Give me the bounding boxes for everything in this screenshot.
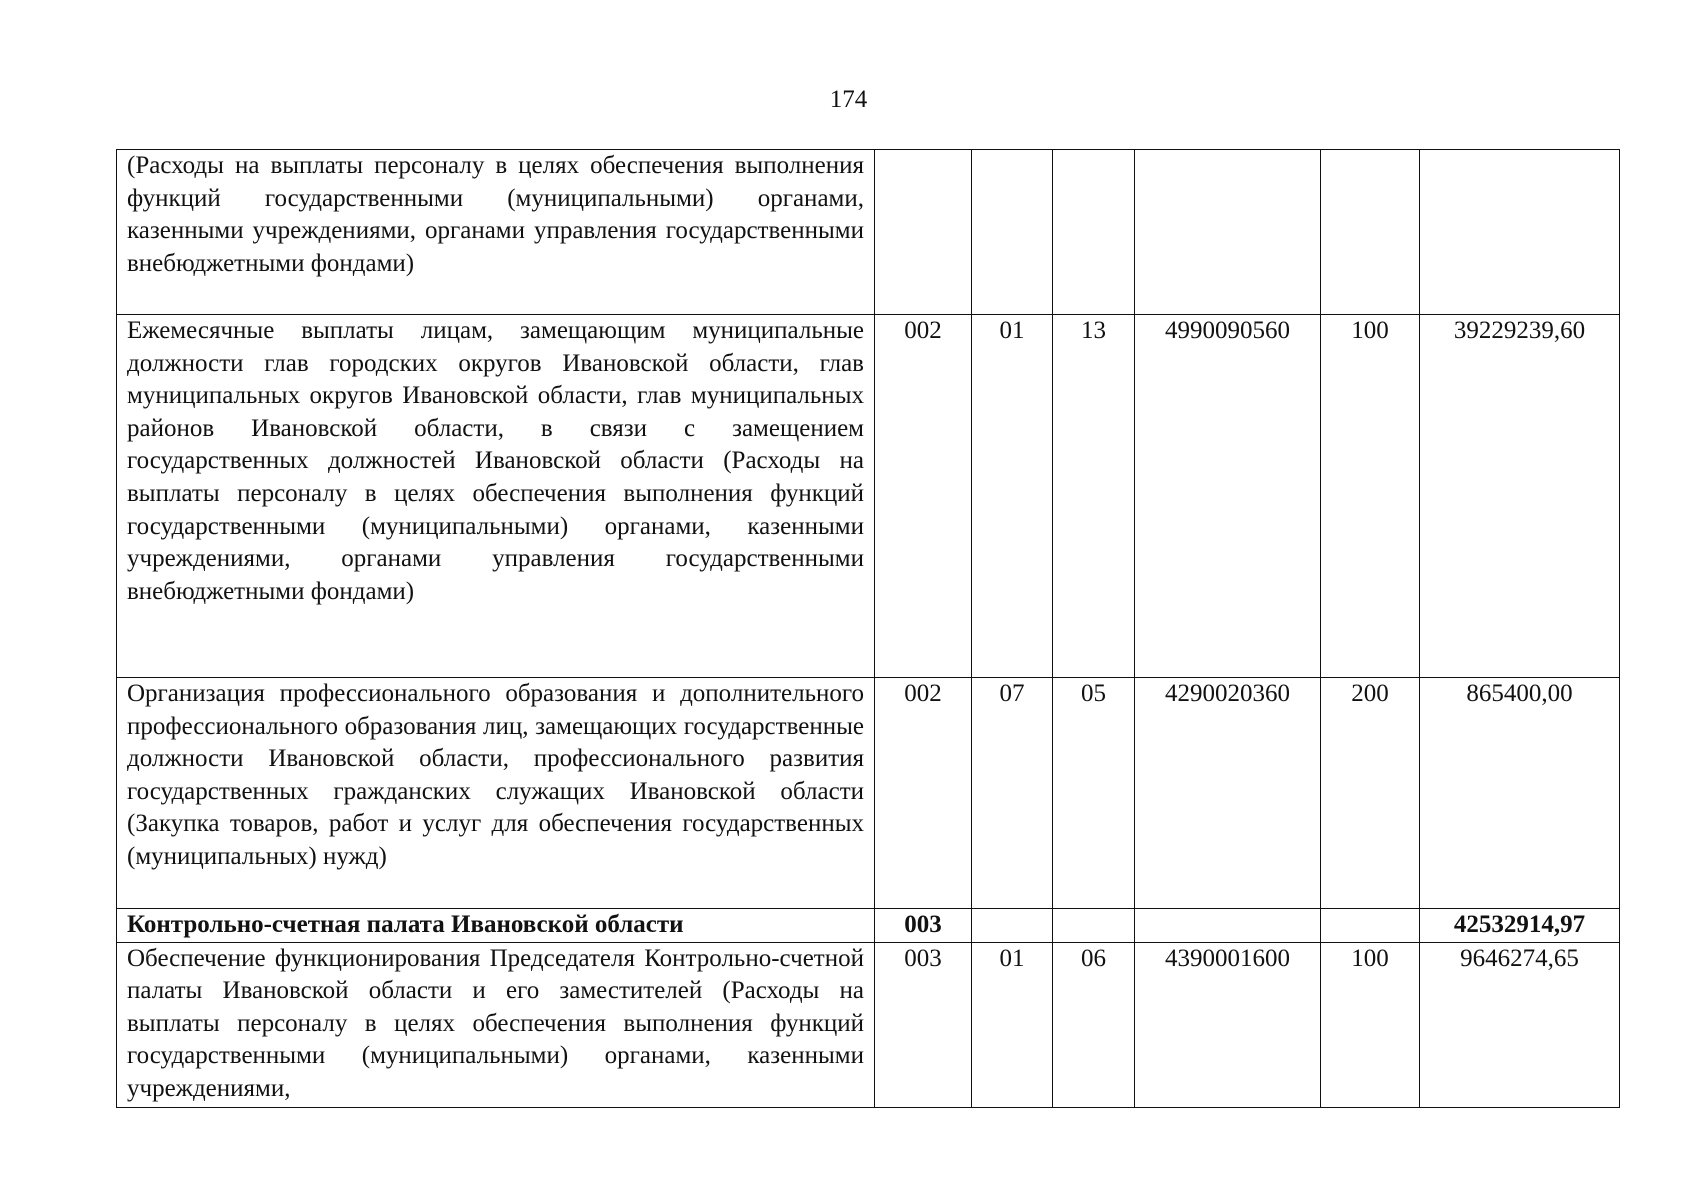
expense-type-cell	[1321, 150, 1420, 315]
row-name-cell: Контрольно-счетная палата Ивановской области	[117, 909, 875, 943]
section-code-cell: 01	[972, 315, 1053, 678]
target-article-cell: 4990090560	[1135, 315, 1321, 678]
subsection-code-cell: 06	[1053, 942, 1135, 1107]
table-row	[117, 942, 1620, 1107]
expense-type-cell: 100	[1321, 942, 1420, 1107]
expense-type-cell	[1321, 909, 1420, 943]
section-code-cell: 01	[972, 942, 1053, 1107]
row-name-cell: Ежемесячные выплаты лицам, замещающим муниципальные должности глав городских округов Ивановской области, глав муниципальных округов Ивановской области, глав муниципальных районов Ивановской области, в связи с замещением государственных должностей Ивановской области (Расходы на выплаты персоналу в целях обеспечения выполнения функций государственными (муниципальными) органами, казенными учреждениями, органами управления государственными внебюджетными фондами)	[117, 315, 875, 678]
subsection-code-cell	[1053, 150, 1135, 315]
ministry-code-cell: 002	[875, 315, 972, 678]
amount-cell: 865400,00	[1420, 678, 1620, 909]
section-code-cell	[972, 909, 1053, 943]
target-article-cell	[1135, 150, 1321, 315]
table-row	[117, 150, 1620, 315]
amount-cell: 42532914,97	[1420, 909, 1620, 943]
amount-cell: 9646274,65	[1420, 942, 1620, 1107]
subsection-code-cell: 13	[1053, 315, 1135, 678]
ministry-code-cell: 002	[875, 678, 972, 909]
subsection-code-cell	[1053, 909, 1135, 943]
subsection-code-cell: 05	[1053, 678, 1135, 909]
table-row	[117, 315, 1620, 678]
ministry-code-cell: 003	[875, 909, 972, 943]
expense-type-cell: 100	[1321, 315, 1420, 678]
table-row	[117, 909, 1620, 943]
target-article-cell	[1135, 909, 1321, 943]
page-number: 174	[829, 86, 868, 113]
target-article-cell: 4390001600	[1135, 942, 1321, 1107]
amount-cell	[1420, 150, 1620, 315]
ministry-code-cell: 003	[875, 942, 972, 1107]
section-code-cell: 07	[972, 678, 1053, 909]
row-name-cell: Организация профессионального образования и дополнительного профессионального образования лиц, замещающих государственные должности Ивановской области, профессионального развития государственных гражданских служащих Ивановской области (Закупка товаров, работ и услуг для обеспечения государственных (муниципальных) нужд)	[117, 678, 875, 909]
row-name-cell: (Расходы на выплаты персоналу в целях обеспечения выполнения функций государственными (муниципальными) органами, казенными учреждениями, органами управления государственными внебюджетными фондами)	[117, 150, 875, 315]
table-row	[117, 678, 1620, 909]
row-name-cell: Обеспечение функционирования Председателя Контрольно-счетной палаты Ивановской области и его заместителей (Расходы на выплаты персоналу в целях обеспечения выполнения функций государственными (муниципальными) органами, казенными учреждениями,	[117, 942, 875, 1107]
amount-cell: 39229239,60	[1420, 315, 1620, 678]
budget-table	[116, 149, 1620, 1108]
ministry-code-cell	[875, 150, 972, 315]
expense-type-cell: 200	[1321, 678, 1420, 909]
section-code-cell	[972, 150, 1053, 315]
target-article-cell: 4290020360	[1135, 678, 1321, 909]
